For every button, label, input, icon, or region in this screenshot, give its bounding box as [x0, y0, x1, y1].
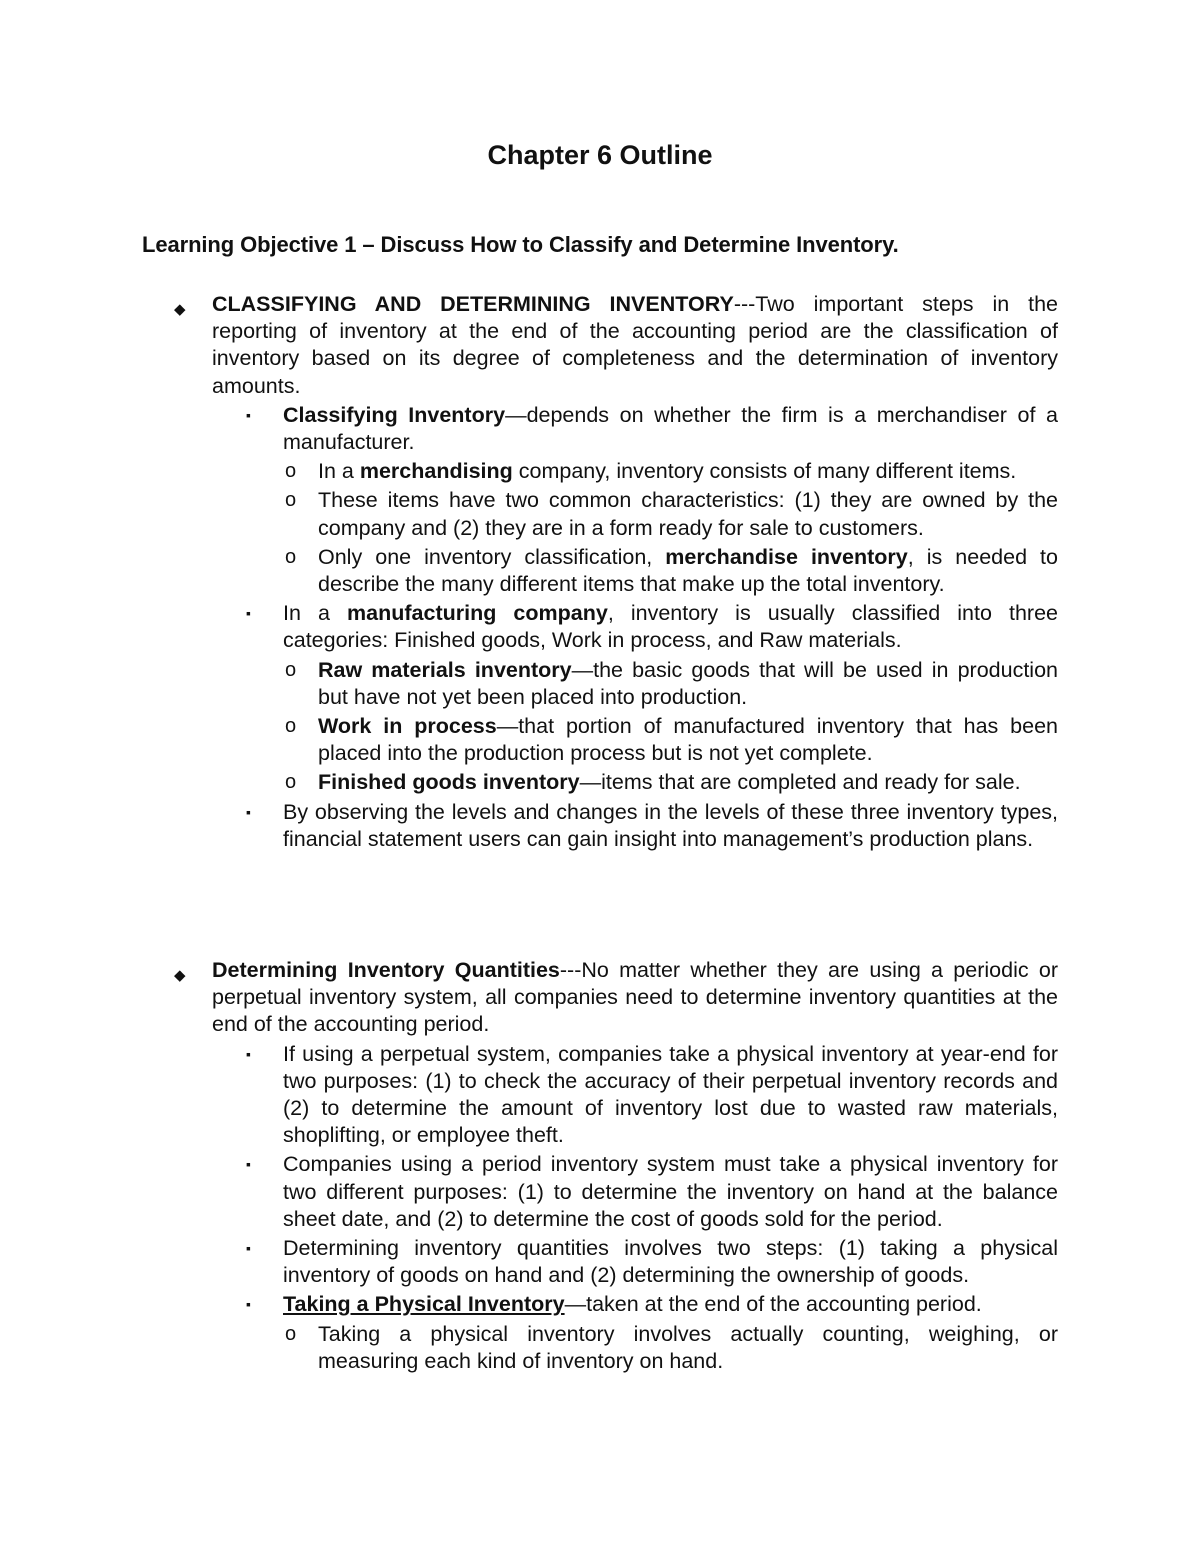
list-item: [285, 713, 1058, 767]
term-label: merchandising: [359, 459, 513, 484]
circle-bullet-icon: o: [285, 715, 297, 738]
list-item: [174, 291, 1059, 400]
square-bullet-icon: ▪: [246, 605, 251, 622]
text-run: By observing the levels and changes in the levels of these three inventory types, financial statement users can gain insight into management’s production plans.: [283, 799, 1058, 851]
list-item: [285, 458, 1058, 485]
circle-bullet-icon: o: [285, 658, 297, 681]
text-run: Only one inventory classification,: [318, 544, 666, 569]
section-text: ---No matter whether they are using a periodic or perpetual inventory system, all companies need to determine inventory quantities at the end of the accounting period.: [212, 958, 1058, 1037]
text-run: —that portion of manufactured inventory that has been placed into the production process but is not yet complete.: [318, 714, 1058, 766]
section-heading: CLASSIFYING AND DETERMINING INVENTORY: [212, 292, 734, 316]
circle-bullet-icon: o: [285, 545, 297, 568]
list-item: [174, 957, 1058, 1039]
square-bullet-icon: ▪: [246, 1296, 251, 1313]
text-run: —the basic goods that will be used in production but have not yet been placed into production.: [318, 657, 1058, 709]
list-item: [246, 799, 1058, 853]
text-run: These items have two common characteristics: (1) they are owned by the company and (2) they are in a form ready for sale to customers.: [318, 488, 1058, 540]
list-item: [246, 402, 1058, 456]
list-item: [285, 769, 1058, 796]
term-label: Classifying Inventory: [283, 402, 506, 427]
list-item: [246, 600, 1058, 654]
square-bullet-icon: ▪: [246, 803, 251, 820]
text-run: Companies using a period inventory system must take a physical inventory for two different purposes: (1) to determine the inventory on hand at the balance sheet date, and (2) to determine the cost of goods sold for the period.: [283, 1152, 1058, 1231]
circle-bullet-icon: o: [285, 771, 297, 794]
text-run: If using a perpetual system, companies take a physical inventory at year-end for two purposes: (1) to check the accuracy of their perpetual inventory records and (2) to determine the amount of inventory lost due to wasted raw materials, shoplifting, or employee theft.: [283, 1041, 1058, 1148]
section-determining-quantities: [0, 957, 1200, 1375]
list-item: [246, 1151, 1058, 1233]
list-item: [246, 1291, 1058, 1318]
list-item: [246, 1235, 1058, 1289]
list-item: [246, 1041, 1058, 1150]
term-label: merchandise inventory: [665, 544, 908, 569]
text-run: , is needed to describe the many different items that make up the total inventory.: [318, 544, 1058, 597]
text-run: —items that are completed and ready for sale.: [579, 770, 1021, 795]
term-label: manufacturing company: [347, 601, 608, 626]
text-run: Taking a physical inventory involves actually counting, weighing, or measuring each kind of inventory on hand.: [318, 1321, 1058, 1373]
learning-objective-heading: Learning Objective 1 – Discuss How to Classify and Determine Inventory.: [142, 232, 899, 257]
section-heading: Determining Inventory Quantities: [212, 958, 560, 982]
section-classifying-determining: [0, 291, 1200, 853]
term-label: Raw materials inventory: [318, 657, 572, 682]
circle-bullet-icon: o: [285, 489, 297, 512]
square-bullet-icon: ▪: [246, 1045, 251, 1062]
text-run: Determining inventory quantities involves two steps: (1) taking a physical inventory of goods on hand and (2) determining the ownership of goods.: [283, 1236, 1058, 1288]
text-run: —taken at the end of the accounting period.: [564, 1292, 982, 1317]
text-run: company, inventory consists of many different items.: [512, 459, 1017, 484]
text-run: In a: [283, 601, 348, 626]
diamond-bullet-icon: ◆: [174, 967, 186, 984]
term-label: Work in process: [318, 714, 497, 739]
section-text: ---Two important steps in the reporting of inventory at the end of the accounting period are the classification of inventory based on its degree of completeness and the determination of inventory amounts.: [212, 292, 1059, 398]
list-item: [285, 544, 1058, 598]
square-bullet-icon: ▪: [246, 1240, 251, 1257]
square-bullet-icon: ▪: [246, 406, 251, 423]
circle-bullet-icon: o: [285, 460, 297, 483]
text-run: , inventory is usually classified into three categories: Finished goods, Work in process, and Raw materials.: [283, 601, 1058, 653]
list-item: [285, 1321, 1058, 1375]
term-label: Taking a Physical Inventory: [283, 1292, 565, 1317]
list-item: [285, 657, 1058, 711]
circle-bullet-icon: o: [285, 1322, 297, 1345]
term-label: Finished goods inventory: [318, 770, 580, 795]
term-text: —depends on whether the firm is a merchandiser of a manufacturer.: [283, 402, 1058, 455]
square-bullet-icon: ▪: [246, 1156, 251, 1173]
text-run: In a: [318, 459, 360, 484]
list-item: [285, 487, 1058, 541]
diamond-bullet-icon: ◆: [174, 301, 186, 318]
page-title: Chapter 6 Outline: [487, 140, 713, 170]
